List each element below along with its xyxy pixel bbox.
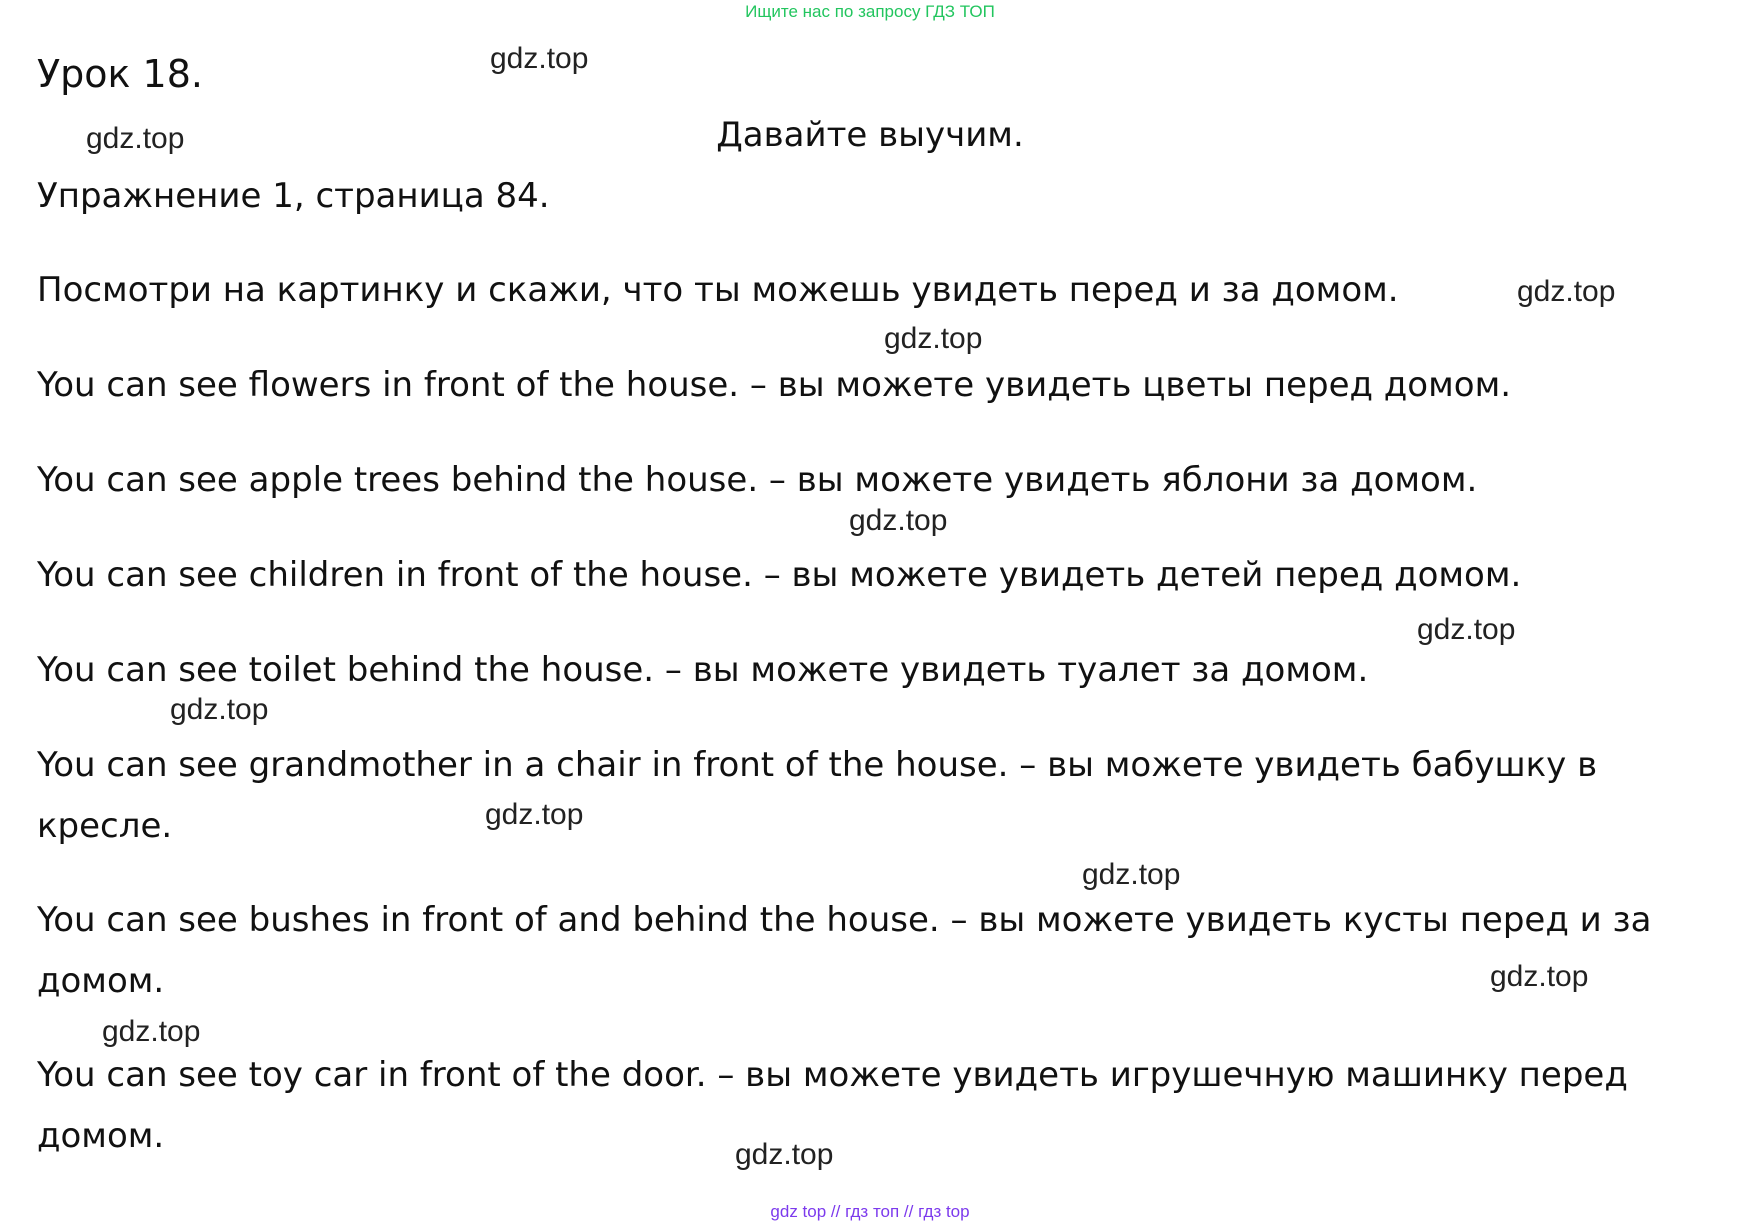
- watermark: gdz.top: [86, 122, 185, 155]
- watermark: gdz.top: [735, 1138, 834, 1171]
- section-title: Давайте выучим.: [716, 115, 1024, 155]
- watermark: gdz.top: [1417, 613, 1516, 646]
- instruction-text: Посмотри на картинку и скажи, что ты можешь увидеть перед и за домом.: [37, 270, 1399, 310]
- watermark: gdz.top: [102, 1015, 201, 1048]
- watermark: gdz.top: [1490, 960, 1589, 993]
- sentence-3: You can see children in front of the house. – вы можете увидеть детей перед домом.: [37, 555, 1522, 595]
- bottom-banner: gdz top // гдз топ // гдз top: [770, 1202, 970, 1221]
- watermark: gdz.top: [849, 504, 948, 537]
- watermark: gdz.top: [1517, 275, 1616, 308]
- watermark: gdz.top: [490, 42, 589, 75]
- lesson-title: Урок 18.: [37, 52, 203, 96]
- sentence-4: You can see toilet behind the house. – вы можете увидеть туалет за домом.: [37, 650, 1369, 690]
- top-banner: Ищите нас по запросу ГДЗ ТОП: [745, 2, 995, 21]
- watermark: gdz.top: [170, 693, 269, 726]
- watermark: gdz.top: [1082, 858, 1181, 891]
- sentence-6: You can see bushes in front of and behind the house. – вы можете увидеть кусты перед и за домом.: [37, 900, 1652, 1001]
- watermark: gdz.top: [485, 798, 584, 831]
- exercise-heading: Упражнение 1, страница 84.: [37, 176, 550, 216]
- sentence-2: You can see apple trees behind the house. – вы можете увидеть яблони за домом.: [37, 460, 1478, 500]
- sentence-5: You can see grandmother in a chair in front of the house. – вы можете увидеть бабушку в кресле.: [37, 745, 1598, 846]
- watermark: gdz.top: [884, 322, 983, 355]
- sentence-7: You can see toy car in front of the door. – вы можете увидеть игрушечную машинку перед домом.: [37, 1055, 1628, 1156]
- sentence-1: You can see flowers in front of the house. – вы можете увидеть цветы перед домом.: [37, 365, 1512, 405]
